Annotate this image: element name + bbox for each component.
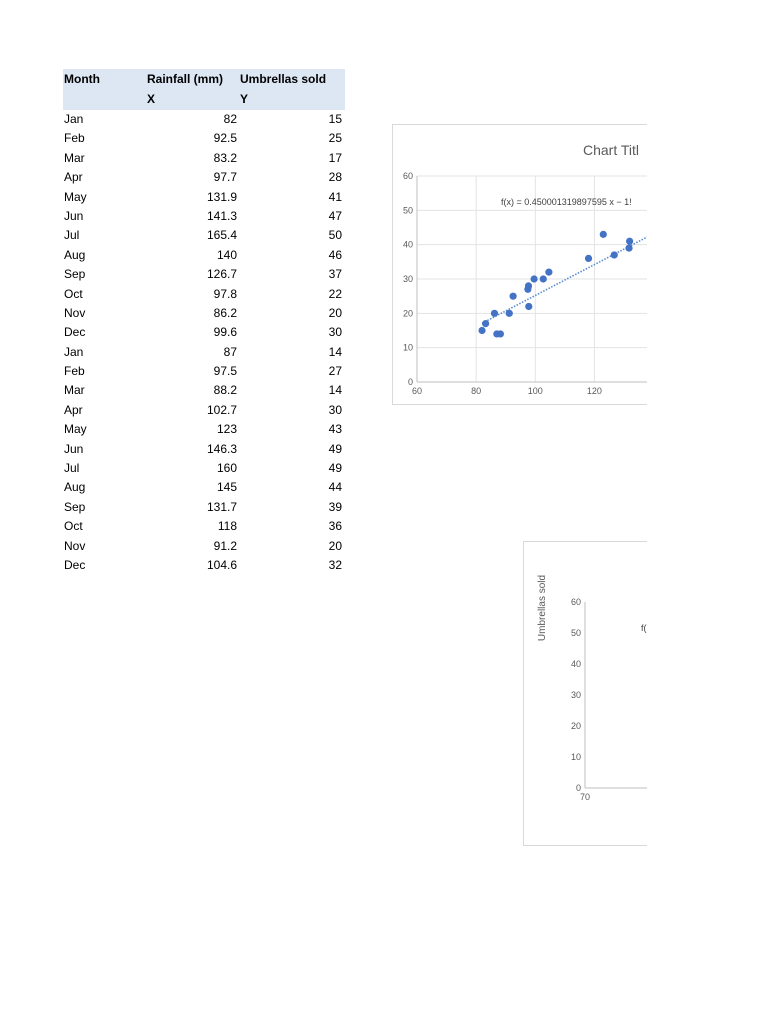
month-cell[interactable]: Sep xyxy=(64,499,86,514)
y-tick-label: 30 xyxy=(402,274,413,284)
month-cell[interactable]: Feb xyxy=(64,364,85,379)
umbrellas-cell[interactable]: 46 xyxy=(328,247,342,262)
umbrellas-cell[interactable]: 37 xyxy=(328,267,342,282)
header-y[interactable]: Y xyxy=(240,92,249,106)
rainfall-cell[interactable]: 141.3 xyxy=(206,208,237,223)
trendline-equation: f(x) = 0.450001319897595 x − 1! xyxy=(501,197,632,207)
umbrellas-cell[interactable]: 28 xyxy=(328,170,342,185)
table-row xyxy=(63,537,345,556)
x-tick-label: 100 xyxy=(527,386,543,396)
table-row xyxy=(63,110,345,129)
umbrellas-cell[interactable]: 15 xyxy=(328,112,342,126)
month-cell[interactable]: Nov xyxy=(64,305,86,320)
table-row xyxy=(63,149,345,168)
page-edge-mask xyxy=(647,0,768,1024)
month-cell[interactable]: May xyxy=(64,189,87,204)
month-cell[interactable]: Dec xyxy=(64,557,86,572)
table-row xyxy=(63,246,345,265)
table-row xyxy=(63,285,345,304)
table-row xyxy=(63,440,345,459)
umbrellas-cell[interactable]: 27 xyxy=(328,364,342,379)
data-point xyxy=(506,310,513,317)
month-cell[interactable]: Aug xyxy=(64,480,86,495)
data-point xyxy=(600,231,607,238)
y-tick-label: 40 xyxy=(402,239,413,250)
table-row xyxy=(63,188,345,207)
y-tick-label: 40 xyxy=(570,659,581,669)
month-cell[interactable]: Jul xyxy=(64,228,80,243)
umbrellas-cell[interactable]: 36 xyxy=(328,519,342,534)
x-tick-label: 80 xyxy=(471,386,482,396)
table-row xyxy=(63,129,345,148)
rainfall-cell[interactable]: 88.2 xyxy=(213,383,237,398)
table-row xyxy=(63,304,345,323)
y-tick-label: 60 xyxy=(570,597,581,607)
data-point xyxy=(625,245,632,252)
y-tick-label: 20 xyxy=(402,308,413,319)
data-point xyxy=(525,303,532,310)
rainfall-cell[interactable]: 131.7 xyxy=(206,499,237,514)
rainfall-cell[interactable]: 97.5 xyxy=(213,364,237,379)
rainfall-cell[interactable]: 118 xyxy=(217,519,237,534)
table-row xyxy=(63,207,345,226)
month-cell[interactable]: Apr xyxy=(64,402,83,417)
table-row xyxy=(63,381,345,400)
y-tick-label: 0 xyxy=(575,783,581,793)
table-row xyxy=(63,362,345,381)
table-row xyxy=(63,168,345,187)
umbrellas-cell[interactable]: 14 xyxy=(328,344,342,359)
rainfall-cell[interactable]: 126.7 xyxy=(206,267,237,282)
rainfall-cell[interactable]: 102.7 xyxy=(206,402,237,417)
rainfall-cell[interactable]: 97.8 xyxy=(213,286,237,301)
month-cell[interactable]: Aug xyxy=(64,247,86,262)
rainfall-cell[interactable]: 140 xyxy=(216,247,237,262)
umbrellas-cell[interactable]: 17 xyxy=(328,150,342,165)
table-row xyxy=(63,323,345,342)
umbrellas-cell[interactable]: 50 xyxy=(328,228,342,243)
umbrellas-cell[interactable]: 20 xyxy=(328,538,342,553)
rainfall-cell[interactable]: 87 xyxy=(223,344,237,359)
umbrellas-cell[interactable]: 39 xyxy=(328,499,342,514)
y-axis-title: Umbrellas sold xyxy=(537,574,548,642)
rainfall-cell[interactable]: 99.6 xyxy=(213,325,237,340)
header-x[interactable]: X xyxy=(147,92,156,106)
y-tick-label: 20 xyxy=(570,721,581,731)
umbrellas-cell[interactable]: 49 xyxy=(328,461,342,476)
rainfall-cell[interactable]: 86.2 xyxy=(213,305,237,320)
y-tick-label: 50 xyxy=(570,628,581,638)
month-cell[interactable]: Jun xyxy=(64,208,84,223)
data-point xyxy=(611,251,618,258)
y-tick-label: 50 xyxy=(402,205,413,216)
table-row xyxy=(63,401,345,420)
umbrellas-cell[interactable]: 49 xyxy=(328,441,342,456)
umbrellas-cell[interactable]: 47 xyxy=(328,208,342,223)
x-tick-label: 120 xyxy=(586,386,602,396)
table-row xyxy=(63,556,345,575)
table-row xyxy=(63,343,345,362)
month-cell[interactable]: Oct xyxy=(64,519,83,534)
table-row xyxy=(63,498,345,517)
rainfall-cell[interactable]: 165.4 xyxy=(206,228,237,243)
rainfall-cell[interactable]: 82 xyxy=(223,112,237,126)
data-point xyxy=(524,286,531,293)
y-tick-label: 10 xyxy=(570,752,581,762)
x-tick-label: 60 xyxy=(411,386,423,396)
rainfall-cell[interactable]: 92.5 xyxy=(213,131,237,146)
month-cell[interactable]: May xyxy=(64,422,87,437)
data-point xyxy=(545,269,552,276)
month-cell[interactable]: Jan xyxy=(64,344,84,359)
month-cell[interactable]: Mar xyxy=(64,150,85,165)
trendline-equation: f( xyxy=(641,623,647,633)
data-point xyxy=(531,275,538,282)
rainfall-cell[interactable]: 91.2 xyxy=(213,538,237,553)
month-cell[interactable]: Mar xyxy=(64,383,85,398)
month-cell[interactable]: Nov xyxy=(64,538,86,553)
y-tick-label: 0 xyxy=(407,377,413,387)
umbrellas-cell[interactable]: 20 xyxy=(328,305,342,320)
month-cell[interactable]: Jun xyxy=(64,441,84,456)
table-row xyxy=(63,478,345,497)
rainfall-cell[interactable]: 123 xyxy=(216,422,237,437)
data-point xyxy=(585,255,592,262)
rainfall-cell[interactable]: 97.7 xyxy=(213,170,237,185)
table-row xyxy=(63,420,345,439)
table-row xyxy=(63,517,345,536)
rainfall-cell[interactable]: 146.3 xyxy=(206,441,237,456)
rainfall-cell[interactable]: 83.2 xyxy=(213,150,237,165)
table-body xyxy=(63,110,345,575)
umbrellas-cell[interactable]: 43 xyxy=(328,422,342,437)
data-table xyxy=(63,69,345,575)
data-point xyxy=(510,293,517,300)
umbrellas-cell[interactable]: 30 xyxy=(328,402,342,417)
umbrellas-cell[interactable]: 22 xyxy=(328,286,342,301)
x-tick-label: 70 xyxy=(579,792,591,802)
rainfall-cell[interactable]: 131.9 xyxy=(206,189,237,204)
data-point xyxy=(540,275,547,282)
data-point xyxy=(491,310,498,317)
umbrellas-cell[interactable]: 25 xyxy=(328,131,342,146)
header-rainfall[interactable]: Rainfall (mm) xyxy=(147,72,224,86)
y-tick-label: 60 xyxy=(402,171,413,181)
table-row xyxy=(63,265,345,284)
data-point xyxy=(482,320,489,327)
umbrellas-cell[interactable]: 44 xyxy=(328,480,342,495)
data-point xyxy=(626,238,633,245)
rainfall-cell[interactable]: 104.6 xyxy=(206,557,237,572)
header-umbrellas[interactable]: Umbrellas sold xyxy=(240,72,327,86)
month-cell[interactable]: Jan xyxy=(64,112,84,126)
data-point xyxy=(497,330,504,337)
table-row xyxy=(63,226,345,245)
month-cell[interactable]: Jul xyxy=(64,461,80,476)
table-row xyxy=(63,459,345,478)
month-cell[interactable]: Sep xyxy=(64,267,86,282)
month-cell[interactable]: Dec xyxy=(64,325,86,340)
table-header xyxy=(63,69,345,110)
chart-title: Chart Titl xyxy=(583,142,640,158)
umbrellas-cell[interactable]: 30 xyxy=(328,325,342,340)
month-cell[interactable]: Feb xyxy=(64,131,85,146)
data-point xyxy=(478,327,485,334)
month-cell[interactable]: Apr xyxy=(64,170,83,185)
rainfall-cell[interactable]: 145 xyxy=(216,480,237,495)
header-month[interactable]: Month xyxy=(64,72,100,86)
umbrellas-cell[interactable]: 41 xyxy=(328,189,342,204)
umbrellas-cell[interactable]: 32 xyxy=(328,557,342,572)
y-tick-label: 30 xyxy=(570,690,581,700)
umbrellas-cell[interactable]: 14 xyxy=(328,383,342,398)
month-cell[interactable]: Oct xyxy=(64,286,83,301)
y-tick-label: 10 xyxy=(402,342,413,353)
rainfall-cell[interactable]: 160 xyxy=(216,461,237,476)
